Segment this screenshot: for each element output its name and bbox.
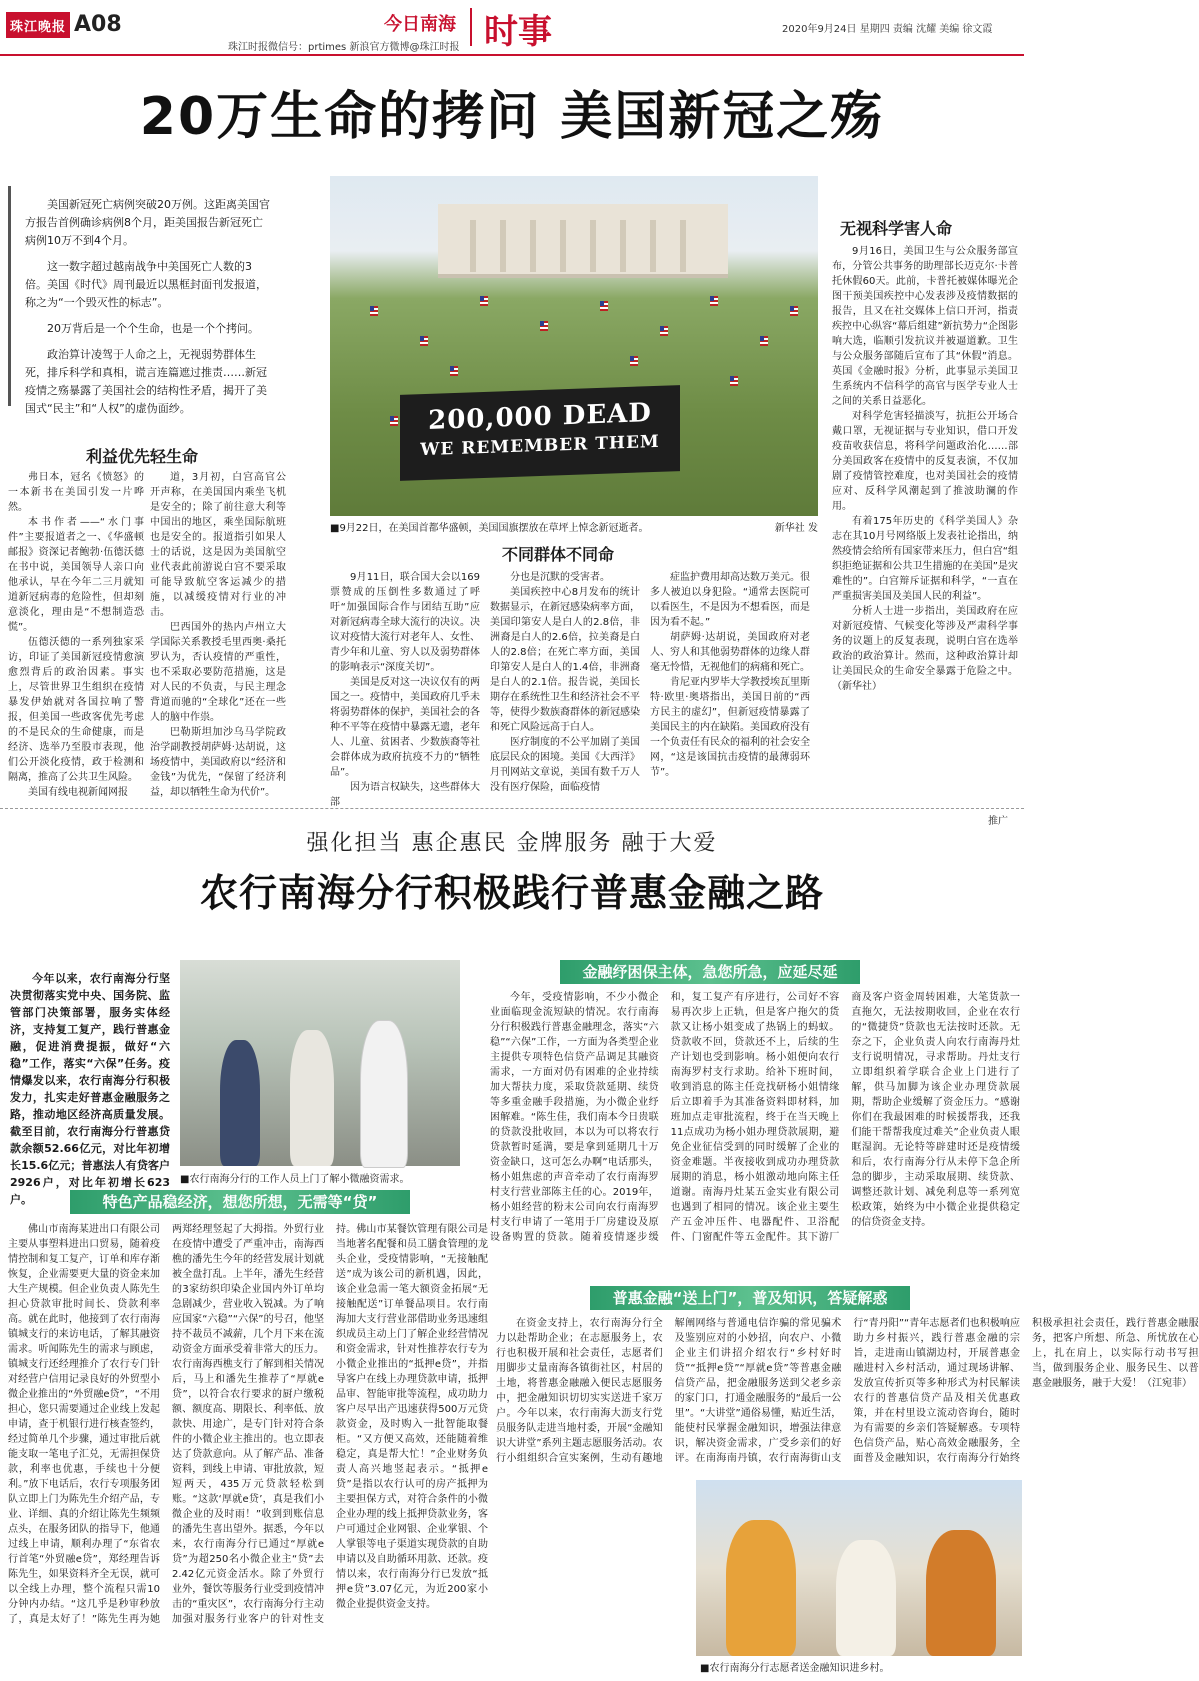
volunteer-photo [696, 1480, 1022, 1656]
article-paragraph: 在资金支持上，农行南海分行全力以赴帮助企业；在志愿服务上，农行也积极开展和社会责任，志愿者们用脚步丈量南海各镇街社区，村居的土地，将普惠金融融入便民志愿服务中，把金融知识切切实实送进千家万户。今年以来，农行南海大沥支行党员服务队走进当地村委，开展“金融知识大讲堂”系列主题志愿服务活动。农行小组组织合宣实案例，生动有趣地解阐网络与普通电信诈骗的常见骗术及鉴别应对的小妙招，向农户、小微企业主们讲招介绍农行“乡村好时贷”“抵押e贷”“厚就e贷”等普惠金融信贷产品，把金融服务送到父老乡亲的家门口，打通金融服务的“最后一公里”。“大讲堂”通俗易懂，贴近生活，能使村民掌握金融知识，增强法律意识，解决资金需求，广受乡亲们的好评。在南海南丹镇，农行南海街山支行“青丹阳”“青年志愿者们也积极响应助力乡村振兴，践行普惠金融的宗旨，走进南山镇湖边村，开展普惠金融进村入乡村活动，通过现场讲解、发放宣传折页等多种形式为村民解读农行的普惠信贷产品及相关优惠政策，并在村里设立流动咨询台，随时为有需要的乡亲们答疑解惑。专项特色信贷产品，贴心高效金融服务，全面普及金融知识，农行南海分行始终积极承担社会责任，践行普惠金融服务，把客户所想、所急、所忧放在心上，扎在肩上，以实际行动书写担当，做到服务企业、服务民生、以普惠金融服务，融于大爱！（江宛菲） [496, 1318, 1199, 1464]
memorial-sign [400, 385, 680, 481]
sign-line-2: WE REMEMBER THEM [420, 431, 660, 461]
section-heading-science: 无视科学害人命 [840, 219, 953, 238]
news-photo-lawn-flags [330, 176, 818, 516]
sign-line-1: 200,000 DEAD [428, 398, 652, 436]
intro-paragraph: 20万背后是一个个生命，也是一个个拷问。 [47, 322, 259, 335]
article-column [490, 990, 1020, 1280]
article-paragraph: 美国是反对这一决议仅有的两国之一。疫情中，美国政府几乎未将弱势群体的保护，美国社会的各种不平等在疫情中暴露无遗，老年人、儿童、贫困者、少数族裔等社会群体成为政府抗疫不力的“牺牲品”。 [330, 677, 480, 778]
section-band: 金融纾困保主体，急您所急，应延尽延 [560, 960, 860, 984]
article-paragraph: 弗日本，冠名《愤怒》的一本新书在美国引发一片哗然。 [8, 472, 144, 513]
article-column [650, 570, 810, 802]
intro-paragraph: 这一数字超过越南战争中美国死亡人数的3倍。美国《时代》周刊最近以黑框封面刊发报道，称之为“一个毁灭性的标志”。 [25, 260, 267, 309]
article-paragraph: 症监护费用却高达数万美元。很多人被迫以身犯险。“通常去医院可以看医生，不是因为不想看医，而是因为看不起。” [650, 572, 810, 628]
section-band: 特色产品稳经济，想您所想，无需等“贷” [70, 1190, 410, 1214]
photo-caption: ■农行南海分行志愿者送金融知识进乡村。 [700, 1663, 890, 1674]
article-column [496, 1316, 1199, 1476]
article-column [8, 470, 144, 800]
section-heading-groups: 不同群体不同命 [502, 545, 615, 564]
photo-caption: ■农行南海分行的工作人员上门了解小微融资需求。 [180, 1174, 410, 1185]
article-column [150, 470, 286, 800]
article-paragraph: 分析人士进一步指出，美国政府在应对新冠疫情、气候变化等涉及严肃科学事务的议题上的反复表现，说明白宫在选举政治的政治算计。然而，这种政治算计却让美国民众的生命安全暴露于危险之中。（新华社） [832, 606, 1018, 692]
photo-caption [330, 519, 818, 534]
page-number: A08 [74, 12, 122, 37]
ad-intro-text: 今年以来，农行南海分行坚决贯彻落实党中央、国务院、监管部门决策部署，服务实体经济，支持复工复产，践行普惠金融，促进消费提振，做好“六稳”工作，落实“六保”任务。疫情爆发以来，农行南海分行积极发力，扎实走好普惠金融服务之路，推动地区经济高质量发展。截至目前，农行南海分行普惠贷款余额52.66亿元，对比年初增长15.6亿元；普惠法人有贷客户2926户，对比年初增长623户。 [10, 972, 170, 1206]
section-band: 普惠金融“送上门”，普及知识，答疑解惑 [590, 1286, 910, 1310]
article-paragraph: 伍德沃德的一系列独家采访，印证了美国新冠疫情愈演愈烈背后的政治因素。事实上，尽管世界卫生组织在疫情暴发伊始就对各国拉响了警报，但美国一些政客优先考虑的不是民众的生命健康，而是经济、选举乃至股市表现，他们公开淡化疫情，政于检测和隔离，推高了公共卫生风险。 [8, 637, 144, 783]
article-paragraph: 肯尼亚内罗毕大学教授埃瓦里斯特·欧里·奥塔指出，美国日前的“西方民主的虚幻”，但新冠疫情暴露了美国民主的内在缺陷。美国政府没有一个负责任有民众的福利的社会安全网，“这是该国抗击疫情的最薄弱环节”。 [650, 677, 810, 778]
ad-label: 推广 [988, 816, 1008, 827]
ad-headline: 农行南海分行积极践行普惠金融之路 [199, 871, 824, 915]
article-column [832, 244, 1018, 802]
article-paragraph: 美国有线电视新闻网报 [28, 787, 128, 798]
article-paragraph: 胡萨姆·达胡说，美国政府对老人、穷人和其他弱势群体的边缘人群毫无怜惜，无视他们的病痛和死亡。 [650, 632, 810, 673]
article-paragraph: 本书作者——“水门事件”主要报道者之一、《华盛顿邮报》资深记者鲍勃·伍德沃德在书中说，美国领导人亲口向他承认，早在今年二三月就知道新冠病毒的危险性，但却刻意淡化，理由是“不想制造恐慌”。 [8, 517, 144, 633]
article-paragraph: 有着175年历史的《科学美国人》杂志在其10月号网络版上发表社论指出，纳然疫情会给所有国家带来压力，但白宫“组织拒绝证据和公共卫生措施的在美国”是灾难性的”。白宫辩斥证据和科学，“一直在严重损害美国及美国人民的利益”。 [832, 516, 1018, 602]
newspaper-logo: 珠江晚报 [6, 12, 70, 38]
article-column [8, 1222, 488, 1672]
dateline: 2020年9月24日 星期四 责编 沈耀 美编 徐文霞 [782, 24, 993, 35]
article-paragraph: 9月11日，联合国大会以169票赞成的压倒性多数通过了呼吁“加强国际合作与团结互助”应对新冠病毒全球大流行的决议。决议对疫情大流行对老年人、女性、青少年和儿童、穷人以及弱势群体的影响表示“深度关切”。 [330, 572, 480, 673]
social-handles: 珠江时报微信号：prtimes 新浪官方微博@珠江时报 [228, 42, 460, 53]
bank-staff-photo [180, 960, 460, 1166]
photo-credit: 新华社 发 [774, 523, 818, 534]
article-paragraph: 道，3月初，白宫高官公开声称，在美国国内乘坐飞机是安全的；除了前往意大利等中国出的地区，乘坐国际航班也是安全的。报道指引如果人士的话说，这是因为美国航空业代表此前游说白宫不要采取可能导致航空客运减少的措施，以减缓疫情对行业的冲击。 [150, 472, 286, 618]
section-heading-profit: 利益优先轻生命 [86, 447, 199, 466]
section-title: 时事 [484, 12, 552, 52]
caption-text: ■9月22日，在美国首都华盛顿，美国国旗摆放在草坪上悼念新冠逝者。 [330, 523, 649, 534]
article-paragraph: 巴勒斯坦加沙乌马学院政治学副教授胡萨姆·达胡说，这场疫情中，美国政府以“经济和金钱”为优先，“保留了经济利益，却以牺牲生命为代价”。 [150, 727, 286, 798]
article-column [490, 570, 640, 802]
article-paragraph: 今年，受疫情影响，不少小微企业面临现金流短缺的情况。农行南海分行积极践行普惠金融理念，落实“六稳”“六保”工作，一方面为各类型企业主提供专项特色信贷产品调足其融资需求，一方面对仍有困难的企业持续加大帮扶力度，采取贷款延期、续贷等多重金融手段措施，为小微企业纾困解难。“陈生佳，我们南本今日贵联的贷款没批收回，本以为可以将农行贷款暂时延满，要是拿到延期几十万资金缺口，这可怎么办啊”电话那头，杨小姐焦虑的声音牵动了农行南海罗村支行营业部陈主任的心。2019年，杨小姐经营的粉末公司向农行南海罗村支行申请了一笔用于厂房建设及原设备购置的贷款。随着疫情逐步缓和，复工复产有序进行，公司好不容易再次步上正轨，但是客户拖欠的货款又让杨小姐变成了热锅上的蚂蚁。贷款收不回，贷款还不上，后续的生产计划也受到影响。杨小姐便向农行南海罗村支行求助。给补下班时间，收到消息的陈主任竞找研杨小姐情缘后立即着手为其准备资料即材料，加班加点走审批流程，终于在当天晚上11点成功为杨小姐办理贷款展期，避免企业征信受到的同时缓解了企业的资金难题。半夜接收到成功办理贷款展期的消息，杨小姐激动地向陈主任道谢。南海丹灶某五金实业有限公司也遇到了相同的情况。该企业主要生产五金冲压件、电器配件、卫浴配件、门窗配件等五金配件。其下游厂商及客户资金周转困难，大笔货款一直拖欠，无法按期收回，企业在农行的“微捷贷”贷款也无法按时还款。无奈之下，企业负责人向农行南海丹灶支行说明情况，寻求帮助。丹灶支行立即组织着学联合企业上门进行了解，供马加脚为该企业办理贷款展期，帮助企业缓解了资金压力。“感谢你们在我最困难的时候援帮我，还我们能干帮帮我度过难关”企业负责人眼眶湿润。无论特等辟建时还是疫情缓和后，农行南海分行从未停下急企所急的脚步，主动采取展期、续贷款、调整还款计划、减免利息等一系列宽松政策，始终为中小微企业提供稳定的信贷资金支持。 [490, 992, 1020, 1243]
main-headline: 20万生命的拷问 美国新冠之殇 [139, 87, 885, 147]
ad-intro [10, 970, 170, 1208]
article-paragraph: 对科学危害轻描淡写，抗拒公开场合戴口罩，无视证据与专业知识，借口开发疫苗收获信息，将科学问题政治化……部分美国政客在疫情中的反复表演，不仅加剧了疫情管控难度，也对美国社会的疫情应对、反科学风潮起到了推波助澜的作用。 [832, 411, 1018, 512]
section-divider [470, 8, 472, 46]
article-paragraph: 佛山市南海某进出口有限公司主要从事塑料进出口贸易，随着疫情控制和复工复产，订单和库存渐恢复，企业需要更大量的资金来加大生产规模。但企业负责人陈先生担心贷款审批时间长、贷款利率高。就在此时，他接到了农行南海镇城支行的来访电话，了解其融资需求。听闻陈先生的需求与顾虑，镇城支行还经理推介了农行专门针对经营户信用记录良好的外贸型小微企业推出的“外贸融e贷”，“不用担心，您只需要通过企业线上发起申请，查于机银行进行核查签约，经过简单几个步骤，通过审批后就能支取一笔电子汇兑，无需担保贷款，利率也优惠，手续也十分便利。”放下电话后，农行专项服务团队立即上门为陈先生介绍产品，专业、详细、真的介绍让陈先生频频点头，在服务团队的指导下，他通过线上申请，顺利办理了“东省农行首笔“外贸融e贷”，郑经理告诉陈先生，如果资料齐全无误，就可以全线上办理，整个流程只需10分钟内办结。“这几乎是秒审秒放了，真是太好了！”陈先生再为她两郑经理竖起了大拇指。外贸行业在疫情中遭受了严重冲击，南海西樵的潘先生今年的经营发展计划就被全盘打乱。上半年，潘先生经营的3家纺织印染企业国内外订单均急剧减少，营业收入锐减。为了响应国家“六稳”“六保”的号召，他坚持不裁员不减薪，几个月下来在流动资金方面承受着非常大的压力。农行南海西樵支行了解到相关情况后，马上和潘先生推荐了“厚就e贷”，以符合农行要求的厨户缴税额、额度高、期限长、利率低、放款快、用途广，是专门针对符合条件的小微企业主推出的。也立即表达了贷款意向。从了解产品、准备资料，到线上申请、审批放款，短短两天，435万元贷款轻松到账。“这款‘厚就e贷’，真是我们小微企业的及时雨！”收到到账信息的潘先生喜出望外。据悉，今年以来，农行南海分行已通过“厚就e贷”为超250名小微企业主“贷”去2.42亿元资金活水。除了外贸行业外，餐饮等服务行业受到疫情冲击的“重灾区”，农行南海分行主动加强对服务行业客户的针对性支持。佛山市某餐饮管理有限公司是当地著名配餐和员工膳食管理的龙头企业，受疫情影响，“无接触配送”成为该公司的新机遇，因此，该企业急需一笔大额资金拓展“无接触配送”订单餐品项目。农行南海加大支行营业部借助业务迅速组织成员主动上门了解企业经营情况和资金需求，针对性推荐农行专为小微企业推出的“抵押e贷”，并指导客户在线上办理贷款申请，抵押品审、智能审批等流程，成功助力客户尽早出产迅速获得500万元贷款资金，及时购入一批智能取餐柜。“又方便又高效，还能随着维稳定，真是帮大忙！”企业财务负责人高兴地竖起表示。“抵押e贷”是指以农行认可的房产抵押为主要担保方式，对符合条件的小微企业办理的线上抵押贷款业务，客户可通过企业网银、企业掌银、个人掌银等电子渠道实现贷款的自助申请以及自助循环用款、还款。疫情以来，农行南海分行已发放“抵押e贷”3.07亿元，为近200家小微企业提供资金支持。 [8, 1224, 488, 1625]
intro-summary [8, 186, 280, 415]
intro-paragraph: 美国新冠死亡病例突破20万例。这距离美国官方报告首例确诊病例8个月，距美国报告新冠死亡病例10万不到4个月。 [25, 198, 270, 247]
article-paragraph: 巴西国外的热内卢州立大学国际关系教授毛里西奥·桑托罗认为，否认疫情的严重性，也不采取必要防范措施，这是对人民的不负责，与民主理念背道而驰的“全球化”还在一些人的脑中作祟。 [150, 622, 286, 723]
section-label: 今日南海 [384, 14, 456, 35]
article-column [330, 570, 480, 808]
article-paragraph: 因为语言权缺失，这些群体大部 [330, 782, 480, 808]
article-paragraph: 9月16日，美国卫生与公众服务部宣布，分管公共事务的助理部长迈克尔·卡普托休假60天。此前，卡普托被媒体曝光企图干预美国疾控中心发表涉及疫情数据的报告，且又在社交媒体上信口开河，指责疾控中心纵容“幕后组建”新抗势力“企图影响大选，临顺引发抗议并被逼道歉。卫生与公众服务部随后宣布了其“休假”消息。英国《金融时报》分析，此事显示美国卫生系统内不信科学的高官与医学专业人士之间的关系日益恶化。 [832, 246, 1018, 407]
section-divider-line [0, 808, 1024, 809]
ad-subtitle: 强化担当 惠企惠民 金牌服务 融于大爱 [306, 831, 718, 856]
intro-paragraph: 政治算计凌驾于人命之上，无视弱势群体生死，排斥科学和真相，谎言连篇遮过推责……新冠疫情之殇暴露了美国社会的结构性矛盾，揭开了美国式“民主”和“人权”的虚伪面纱。 [25, 348, 267, 415]
article-paragraph: 医疗制度的不公平加剧了美国底层民众的困境。美国《大西洋》月刊网站文章说，美国有数千万人没有医疗保险，面临疫情 [490, 737, 640, 793]
article-paragraph: 分也是沉默的受害者。 [510, 572, 610, 583]
article-paragraph: 美国疾控中心8月发布的统计数据显示，在新冠感染病率方面，美国印第安人是白人的2.8倍，非洲裔是白人的2.6倍，拉美裔是白人的2.8倍；在死亡率方面，美国印第安人是白人的1.4倍，非洲裔是白人的2.1倍。报告说，美国长期存在系统性卫生和经济社会不平等，使得少数族裔群体的新冠感染和死亡风险远高于白人。 [490, 587, 640, 733]
